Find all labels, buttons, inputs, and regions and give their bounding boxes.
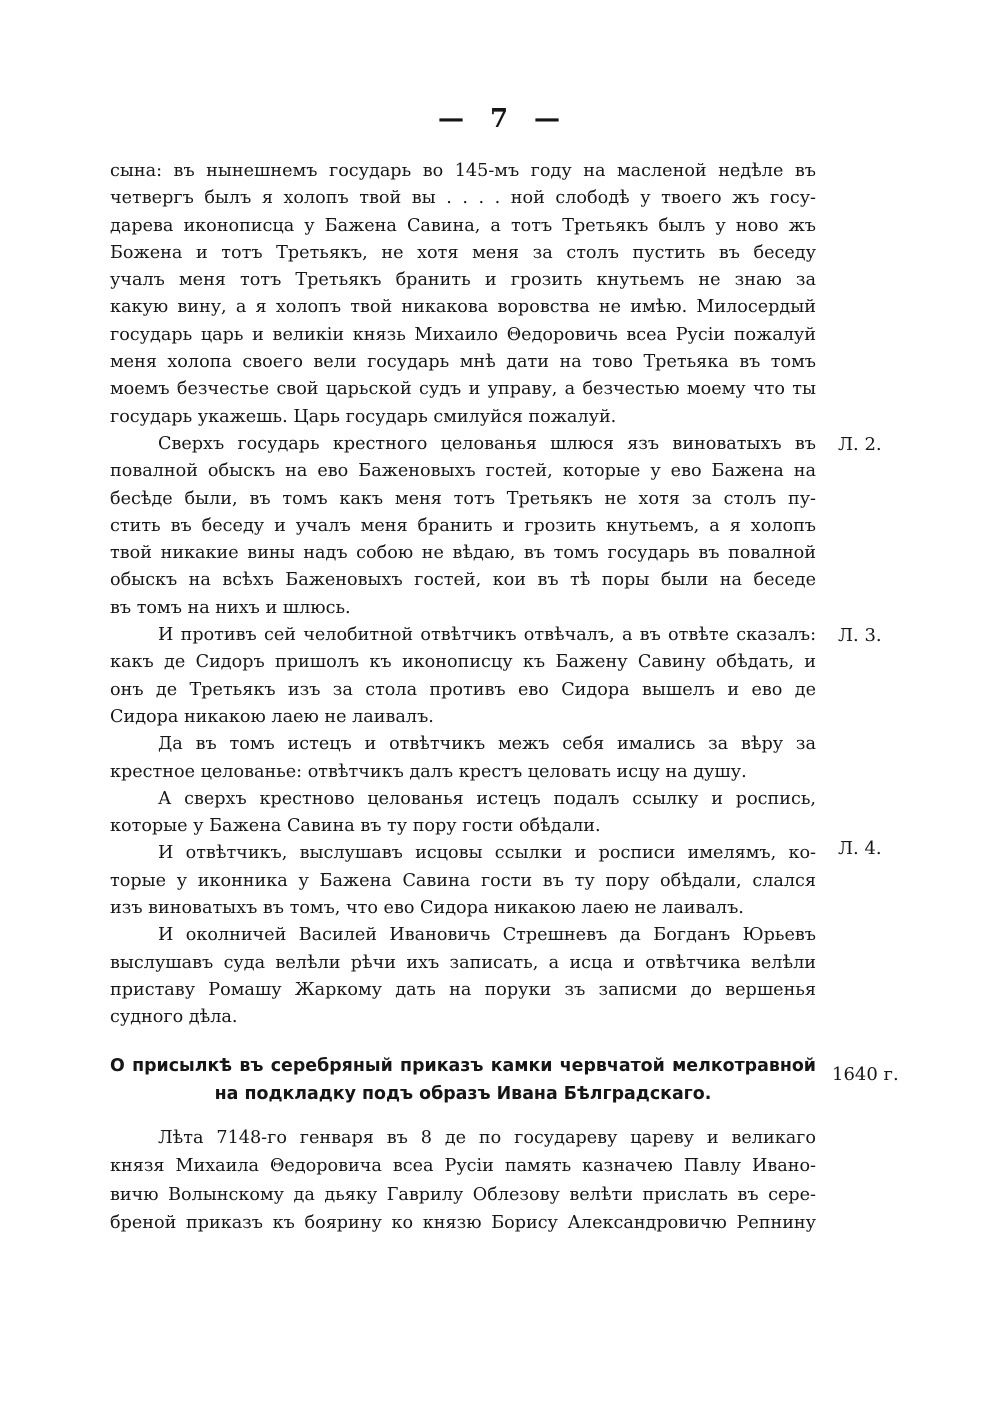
text-line: Да въ томъ истецъ и отвѣтчикъ межъ себя имались за вѣру за (158, 734, 816, 755)
page-number (0, 104, 1000, 134)
paragraph-5 (110, 786, 816, 841)
text-line: учалъ меня тотъ Третьякъ бранить и грозить кнутьемъ не знаю за (110, 270, 816, 291)
text-line: повалной обыскъ на ево Баженовыхъ гостей, которые у ево Бажена на (110, 461, 816, 482)
margin-note-folio-3: Л. 3. (838, 625, 882, 646)
text-line: бреной приказъ къ боярину ко князю Борису Александровичю Репнину (110, 1213, 816, 1234)
text-line: какъ де Сидоръ пришолъ къ иконописцу къ Бажену Савину обѣдать, и (110, 652, 816, 673)
margin-note-folio-2: Л. 2. (838, 434, 882, 455)
dash-right: — (534, 104, 563, 134)
text-line: Божена и тотъ Третьякъ, не хотя меня за столъ пустить въ беседу (110, 242, 816, 263)
final-paragraph (110, 1124, 816, 1238)
text-line: выслушавъ суда велѣли рѣчи ихъ записать, а исца и отвѣтчика велѣли (110, 952, 816, 973)
text-line: государь царь и великiи князь Михаило Θедоровичь всеа Русiи пожалуй (110, 324, 816, 345)
text-line: въ томъ на нихъ и шлюсь. (110, 597, 351, 618)
text-line: И околничей Василей Ивановичь Стрешневъ да Богданъ Юрьевъ (158, 925, 816, 946)
main-text (110, 158, 816, 1032)
paragraph-4 (110, 731, 816, 786)
text-line: И отвѣтчикъ, выслушавъ исцовы ссылки и росписи имелямъ, ко- (158, 843, 816, 864)
text-line: стить въ беседу и учалъ меня бранить и грозить кнутьемъ, а я холопъ (110, 515, 816, 536)
section-heading (110, 1052, 816, 1108)
text-line: сына: въ нынешнемъ государь во 145-мъ году на масленой недѣле въ (110, 161, 816, 181)
text-line: изъ виноватыхъ въ томъ, что ево Сидора никакою лаею не лаивалъ. (110, 898, 744, 919)
text-line: вичю Волынскому да дьяку Гаврилу Облезову велѣти прислать въ сере- (110, 1184, 816, 1205)
paragraph-2 (110, 431, 816, 622)
text-line: какую вину, а я холопъ твой никакова воровства не имѣю. Милосердый (110, 297, 816, 318)
text-line: онъ де Третьякъ изъ за стола противъ ево Сидора вышелъ и ево де (110, 679, 816, 700)
text-line: судного дѣла. (110, 1007, 238, 1028)
text-line: торые у иконника у Бажена Савина гости въ ту пору обѣдали, слался (110, 870, 816, 891)
text-line: А сверхъ крестново целованья истецъ подалъ ссылку и роспись, (158, 788, 816, 809)
text-line: бесѣде были, въ томъ какъ меня тотъ Третьякъ не хотя за столъ пу- (110, 488, 816, 509)
text-line: дарева иконописца у Бажена Савина, а тотъ Третьякъ былъ у ново жъ (110, 215, 816, 236)
text-line: меня холопа своего вели государь мнѣ дати на тово Третьяка въ томъ (110, 352, 816, 373)
text-line: Сидора никакою лаею не лаивалъ. (110, 706, 434, 727)
text-line: государь укажешь. Царь государь смилуйся пожалуй. (110, 406, 617, 427)
text-line: князя Михаила Θедоровича всеа Русiи память казначею Павлу Ивано- (110, 1156, 816, 1177)
text-line: которые у Бажена Савина въ ту пору гости обѣдали. (110, 816, 601, 837)
heading-line: О присылкѣ въ серебряный приказъ камки червчатой мелкотравной (110, 1056, 816, 1076)
text-line: крестное целованье: отвѣтчикъ далъ крестъ целовать исцу на душу. (110, 761, 747, 782)
page-number-value: 7 (489, 104, 511, 134)
margin-note-year: 1640 г. (832, 1064, 899, 1085)
margin-note-folio-4: Л. 4. (838, 838, 882, 859)
paragraph-7 (110, 922, 816, 1031)
paragraph-3 (110, 622, 816, 731)
heading-line: на подкладку подъ образъ Ивана Бѣлградскаго. (214, 1084, 712, 1104)
text-line: твой никакие вины надъ собою не вѣдаю, въ томъ государь въ повалной (110, 543, 816, 564)
text-line: Сверхъ государь крестного целованья шлюся язъ виноватыхъ въ (158, 433, 816, 454)
paragraph-1 (110, 158, 816, 431)
dash-left: — (437, 104, 466, 134)
text-line: приставу Ромашу Жаркому дать на поруки зъ записми до вершенья (110, 979, 816, 1000)
text-line: И противъ сей челобитной отвѣтчикъ отвѣчалъ, а въ отвѣте сказалъ: (158, 625, 816, 646)
paragraph-6 (110, 840, 816, 922)
text-line: моемъ безчестье свой царьской судъ и управу, а безчестью моему что ты (110, 379, 816, 400)
text-line: Лѣта 7148-го генваря въ 8 де по государеву цареву и великаго (158, 1128, 816, 1148)
text-line: обыскъ на всѣхъ Баженовыхъ гостей, кои въ тѣ поры были на беседе (110, 570, 816, 591)
text-line: четвергъ былъ я холопъ твой вы . . . . ной слободѣ у твоего жъ госу- (110, 188, 816, 209)
